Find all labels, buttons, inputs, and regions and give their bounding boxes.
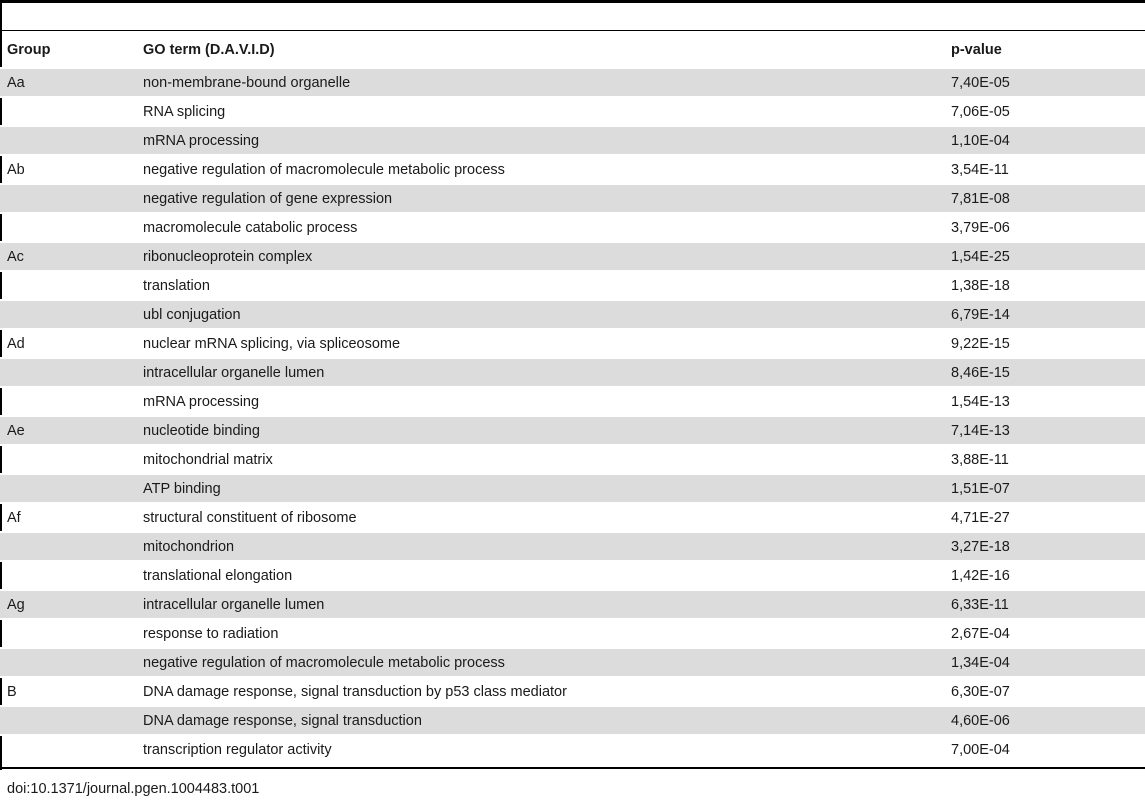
header-group: Group	[7, 42, 51, 58]
go-term-cell: translation	[143, 271, 951, 300]
p-value-cell: 6,30E-07	[951, 677, 1145, 706]
go-term-cell: translational elongation	[143, 561, 951, 590]
p-value-cell: 3,88E-11	[951, 445, 1145, 474]
group-cell: Af	[0, 503, 143, 532]
p-value-cell: 6,79E-14	[951, 300, 1145, 329]
bottom-rule	[0, 767, 1145, 769]
p-value-cell: 7,40E-05	[951, 68, 1145, 97]
table-row	[0, 329, 1145, 358]
group-cell	[0, 706, 143, 735]
group-cell	[0, 648, 143, 677]
p-value-cell: 7,06E-05	[951, 97, 1145, 126]
table-row	[0, 242, 1145, 271]
go-term-cell: ATP binding	[143, 474, 951, 503]
table-row	[0, 590, 1145, 619]
table-row	[0, 300, 1145, 329]
table-row	[0, 503, 1145, 532]
group-cell	[0, 358, 143, 387]
group-cell: Ae	[0, 416, 143, 445]
table-row	[0, 648, 1145, 677]
p-value-cell: 4,60E-06	[951, 706, 1145, 735]
header-p-value: p-value	[951, 42, 1002, 58]
group-cell	[0, 213, 143, 242]
table-row	[0, 445, 1145, 474]
p-value-cell: 1,10E-04	[951, 126, 1145, 155]
top-rule	[0, 0, 1145, 3]
p-value-cell: 1,51E-07	[951, 474, 1145, 503]
group-cell	[0, 532, 143, 561]
table-row	[0, 561, 1145, 590]
header-row	[0, 36, 1145, 68]
table-row	[0, 126, 1145, 155]
table-row	[0, 619, 1145, 648]
p-value-cell: 1,54E-25	[951, 242, 1145, 271]
go-term-cell: ribonucleoprotein complex	[143, 242, 951, 271]
go-term-cell: DNA damage response, signal transduction	[143, 706, 951, 735]
go-term-cell: nuclear mRNA splicing, via spliceosome	[143, 329, 951, 358]
table-row	[0, 387, 1145, 416]
group-cell: Ag	[0, 590, 143, 619]
p-value-cell: 1,38E-18	[951, 271, 1145, 300]
go-term-cell: RNA splicing	[143, 97, 951, 126]
group-cell	[0, 126, 143, 155]
p-value-cell: 1,34E-04	[951, 648, 1145, 677]
group-cell	[0, 445, 143, 474]
table-header	[0, 36, 1145, 68]
group-cell	[0, 300, 143, 329]
go-term-table	[0, 36, 1145, 763]
p-value-cell: 2,67E-04	[951, 619, 1145, 648]
p-value-cell: 8,46E-15	[951, 358, 1145, 387]
doi-caption: doi:10.1371/journal.pgen.1004483.t001	[7, 781, 260, 797]
p-value-cell: 6,33E-11	[951, 590, 1145, 619]
go-term-cell: macromolecule catabolic process	[143, 213, 951, 242]
go-term-cell: ubl conjugation	[143, 300, 951, 329]
go-term-cell: mRNA processing	[143, 126, 951, 155]
go-term-cell: transcription regulator activity	[143, 735, 951, 763]
group-cell	[0, 735, 143, 763]
group-cell: Aa	[0, 68, 143, 97]
group-cell: Ab	[0, 155, 143, 184]
header-top-rule	[0, 30, 1145, 31]
p-value-cell: 3,27E-18	[951, 532, 1145, 561]
table-row	[0, 358, 1145, 387]
table-body	[0, 68, 1145, 763]
table-row	[0, 97, 1145, 126]
group-cell	[0, 561, 143, 590]
table-row	[0, 184, 1145, 213]
p-value-cell: 1,42E-16	[951, 561, 1145, 590]
p-value-cell: 9,22E-15	[951, 329, 1145, 358]
go-term-cell: negative regulation of macromolecule metabolic process	[143, 648, 951, 677]
table-row	[0, 532, 1145, 561]
header-go-term: GO term (D.A.V.I.D)	[143, 42, 275, 58]
table-row	[0, 677, 1145, 706]
group-cell	[0, 619, 143, 648]
table-row	[0, 706, 1145, 735]
go-term-cell: nucleotide binding	[143, 416, 951, 445]
table-row	[0, 416, 1145, 445]
group-cell: Ad	[0, 329, 143, 358]
table-row	[0, 474, 1145, 503]
table-row	[0, 155, 1145, 184]
p-value-cell: 3,54E-11	[951, 155, 1145, 184]
group-cell	[0, 97, 143, 126]
go-term-cell: response to radiation	[143, 619, 951, 648]
p-value-cell: 7,00E-04	[951, 735, 1145, 763]
group-cell	[0, 387, 143, 416]
p-value-cell: 1,54E-13	[951, 387, 1145, 416]
go-term-cell: mRNA processing	[143, 387, 951, 416]
p-value-cell: 4,71E-27	[951, 503, 1145, 532]
group-cell: B	[0, 677, 143, 706]
group-cell	[0, 474, 143, 503]
go-term-cell: intracellular organelle lumen	[143, 358, 951, 387]
go-term-cell: structural constituent of ribosome	[143, 503, 951, 532]
table-row	[0, 271, 1145, 300]
group-cell	[0, 184, 143, 213]
go-term-cell: intracellular organelle lumen	[143, 590, 951, 619]
p-value-cell: 3,79E-06	[951, 213, 1145, 242]
group-cell: Ac	[0, 242, 143, 271]
table-row	[0, 213, 1145, 242]
go-term-cell: DNA damage response, signal transduction by p53 class mediator	[143, 677, 951, 706]
go-term-cell: mitochondrial matrix	[143, 445, 951, 474]
table-row	[0, 735, 1145, 763]
p-value-cell: 7,14E-13	[951, 416, 1145, 445]
table-row	[0, 68, 1145, 97]
go-term-cell: non-membrane-bound organelle	[143, 68, 951, 97]
group-cell	[0, 271, 143, 300]
go-term-cell: negative regulation of gene expression	[143, 184, 951, 213]
go-term-cell: mitochondrion	[143, 532, 951, 561]
p-value-cell: 7,81E-08	[951, 184, 1145, 213]
go-term-cell: negative regulation of macromolecule metabolic process	[143, 155, 951, 184]
